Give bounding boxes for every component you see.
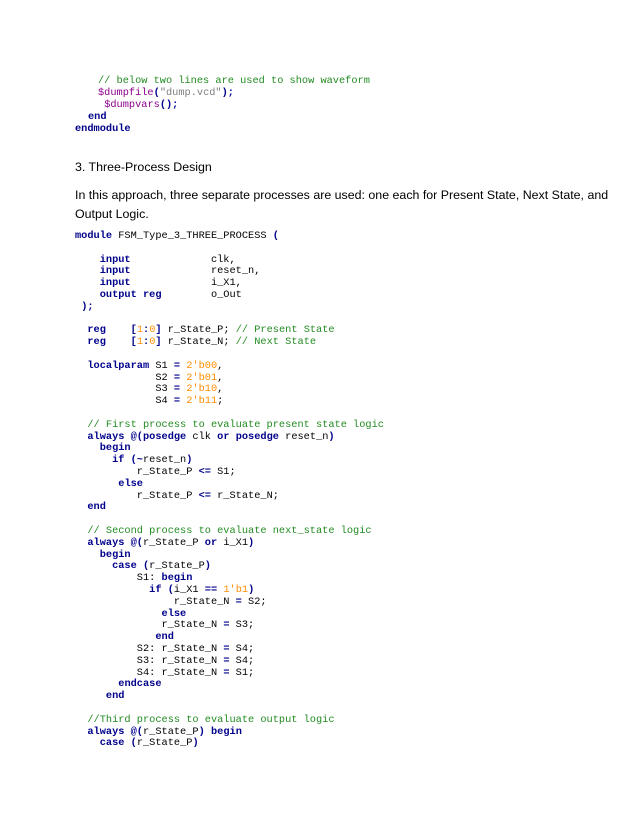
code-line [75,478,143,490]
code-token: r_State_P [149,560,205,573]
code-token [75,525,87,537]
code-line [75,608,186,620]
code-line [75,336,316,348]
code-line [75,324,335,336]
code-line [75,490,279,502]
code-token: FSM_Type_3_THREE_PROCESS [112,230,273,242]
code-token [106,336,131,348]
code-line [75,572,192,584]
code-token: $dumpvars [104,99,160,111]
code-token [75,560,112,572]
code-token: S3 [75,383,174,396]
code-token: ( [142,560,150,573]
code-token: posedge [235,430,279,443]
code-token [75,537,87,549]
code-token: $dumpfile [98,87,154,99]
code-token: begin [99,548,131,561]
code-token: , [217,371,224,384]
code-token: r_State_P [142,536,205,549]
code-line [75,525,372,537]
code-token [75,549,100,561]
code-token: else [118,477,143,490]
code-line [75,584,254,596]
code-token: reg [87,324,106,337]
code-token: case [99,737,125,750]
code-token: = [223,619,230,632]
code-token: @( [130,536,143,549]
code-token: r_State_N; [161,336,236,349]
code-line [75,737,199,749]
code-token: clk [186,430,218,443]
code-token: S4; [229,654,255,667]
code-token: ] [155,324,162,337]
code-token: r_State_N [75,619,224,632]
code-token: S4 [75,395,174,408]
code-token: endcase [118,678,162,691]
code-line [75,560,211,572]
code-token: 1 [136,324,143,337]
code-token [75,431,87,443]
code-line [88,111,107,123]
code-line [75,419,384,431]
code-token: : [143,336,150,349]
code-token: 1'b1 [223,584,249,596]
code-line [75,619,254,631]
code-token: begin [161,572,193,585]
code-token: @( [130,725,143,738]
code-token: begin [99,442,131,455]
code-token: module [75,230,113,242]
code-token: begin [210,725,242,738]
code-token [75,584,149,596]
code-line [75,265,260,277]
code-token [75,419,87,431]
code-token: ) [186,454,193,467]
code-token: ) [248,536,255,549]
code-token: = [173,359,181,372]
code-token [75,336,87,348]
code-token: r_State_P; [161,324,236,337]
code-token: S4: r_State_N [75,666,224,679]
section-heading: 3. Three-Process Design [75,160,212,174]
code-line [75,372,223,384]
code-token: [ [130,324,137,337]
code-token: = [223,643,230,655]
code-token: //Third process to evaluate output logic [87,713,335,726]
code-token [106,324,131,336]
code-token: // Next State [235,336,317,349]
code-token: end [155,631,174,644]
code-token: , [217,383,224,396]
code-token: end [88,111,107,123]
code-token: input [99,253,131,266]
code-line [98,87,234,99]
code-token [75,714,87,726]
code-token: 1 [136,336,143,349]
code-token: 2'b01 [186,371,218,384]
code-token: <= [198,466,211,478]
code-token: ) [328,430,335,443]
paragraph-line-2: Output Logic. [75,207,149,221]
code-token [75,289,100,301]
code-token [75,454,112,466]
code-token: end [87,501,106,514]
code-token: or [217,430,230,443]
code-line [75,655,254,667]
code-token: S4; [229,643,255,655]
code-line [75,714,335,726]
code-line [75,549,131,561]
code-token [75,265,100,277]
code-token: 2'b00 [186,359,218,372]
code-line [75,678,162,690]
code-token: ( [130,737,137,750]
code-token: always [87,725,125,738]
code-token: case [112,560,137,573]
code-token: localparam [87,359,150,372]
code-token: reg [87,336,106,349]
code-token: or [204,536,218,549]
code-token: (~ [130,454,143,467]
code-token: @(posedge [130,430,187,443]
code-line [75,537,254,549]
code-token: (); [159,99,179,111]
code-token: i_X1, [130,277,242,290]
code-line [75,123,131,135]
code-token: ] [155,336,162,349]
code-token: S2: r_State_N [75,643,224,655]
code-token: <= [198,489,211,502]
code-line [75,277,242,289]
code-token [75,678,118,690]
code-token: // First process to evaluate present state logic [87,418,384,431]
code-token: else [161,607,187,620]
code-token: ( [272,230,279,242]
code-token: // below two lines are used to show waveform [98,75,370,87]
code-token: "dump.vcd" [159,87,222,99]
code-token [75,277,100,289]
code-token: = [173,395,181,408]
code-token: endmodule [75,123,131,135]
code-token: , [217,359,224,372]
code-token: ( [167,584,174,596]
code-token [75,608,162,620]
code-token: S1: [75,572,162,585]
code-token: r_State_N; [210,489,279,502]
code-token: input [99,277,131,290]
code-token: if [112,454,125,467]
code-line [98,99,178,111]
code-token: == [204,584,218,596]
code-line [98,75,370,87]
code-token: 2'b11 [186,395,218,408]
code-token: r_State_P [75,466,199,478]
code-token: i_X1 [217,536,249,549]
code-token [75,442,100,454]
code-token: ) [248,584,255,596]
code-token: = [235,595,242,608]
code-line [75,690,124,702]
code-token: // Present State [235,324,335,337]
code-line [75,466,236,478]
code-token: ) [192,737,199,750]
code-token [75,360,87,372]
code-line [75,360,223,372]
code-token: o_Out [161,289,242,301]
code-token: S2 [75,371,174,384]
code-line [75,454,192,466]
code-token [75,690,106,702]
code-token: ) [204,560,211,573]
code-token [75,726,87,738]
code-token: always [87,430,125,443]
code-token: always [87,536,125,549]
code-token: r_State_P [75,489,199,502]
code-line [75,442,131,454]
code-token: S1 [149,359,174,372]
code-token: r_State_P [142,725,199,738]
code-token [75,478,118,490]
code-token: ( [153,87,160,99]
code-token: r_State_P [136,737,193,750]
code-token: 2'b10 [186,383,218,396]
code-token: 0 [149,336,156,349]
code-token: S3: r_State_N [75,654,224,667]
code-token: : [143,324,150,337]
code-token: input [99,265,131,278]
code-token: S3; [229,619,255,632]
code-token: 0 [149,324,156,337]
code-token: clk, [130,253,236,266]
code-token [75,324,87,336]
code-token: = [173,371,181,384]
code-token: reset_n [278,430,329,443]
code-line [75,726,242,738]
code-line [75,631,174,643]
code-token: ); [221,87,234,99]
code-line [75,289,242,301]
code-token: = [173,383,181,396]
code-line [75,431,335,443]
code-line [75,230,279,242]
code-token: ); [81,300,94,313]
code-line [75,643,254,655]
code-token [75,631,155,643]
code-token: reset_n, [130,265,261,278]
code-line [75,383,223,395]
code-token: reset_n [142,454,187,467]
code-token: = [223,654,230,667]
code-token: [ [130,336,137,349]
code-token [75,501,87,513]
code-token: output reg [99,289,162,301]
code-token [75,737,100,749]
code-token: ; [217,395,224,408]
code-token: S1; [229,666,255,679]
code-token: S2; [241,595,267,608]
code-line [75,501,106,513]
code-token: = [223,666,230,679]
code-token: i_X1 [173,584,205,596]
code-token: r_State_N [75,595,236,608]
code-line [75,395,223,407]
code-token: if [149,584,162,596]
code-token [75,254,100,266]
code-token: S1; [210,466,236,478]
code-line [75,301,94,313]
code-line [75,254,236,266]
code-token: end [105,690,125,703]
code-line [75,596,267,608]
code-token: ) [198,725,205,738]
code-line [75,667,254,679]
paragraph-line-1: In this approach, three separate processes are used: one each for Present State, Next State, and [75,188,609,202]
code-token: // Second process to evaluate next_state logic [87,525,372,537]
